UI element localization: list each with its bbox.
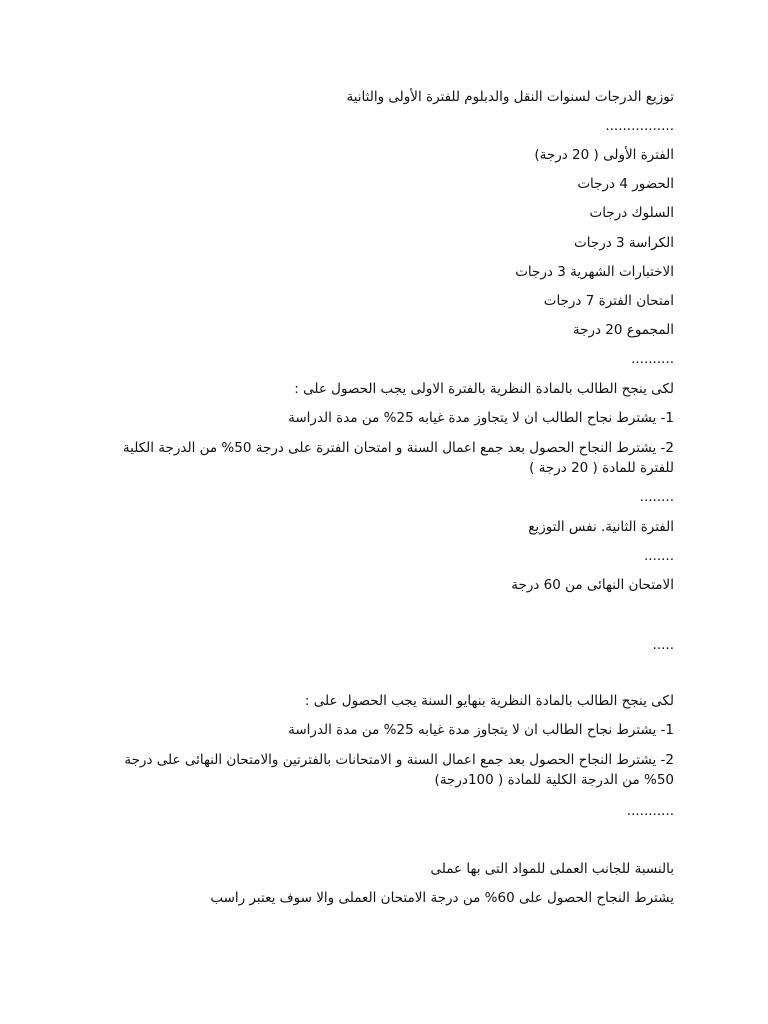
separator-dots: ........ [639,489,674,505]
practical-rule: يشترط النجاح الحصول على 60% من درجة الامتحان العملى والا سوف يعتبر راسب [210,890,674,906]
separator-dots: ........... [626,803,674,819]
final-exam-line: الامتحان النهائى من 60 درجة [511,577,674,593]
separator-dots: ................ [605,118,674,134]
document-title: توزيع الدرجات لسنوات النقل والدبلوم للفترة الأولى والثانية [346,89,674,105]
monthly-tests-line: الاختبارات الشهرية 3 درجات [515,264,674,280]
term1-heading: الفترة الأولى ( 20 درجة) [534,147,674,163]
notebook-line: الكراسة 3 درجات [574,235,674,251]
pass-term1-rule1: 1- يشترط نجاح الطالب ان لا يتجاوز مدة غيابه 25% من مدة الدراسة [288,410,674,426]
separator-dots: ..... [652,637,674,653]
attendance-line: الحضور 4 درجات [577,176,674,192]
term2-line: الفترة الثانية. نفس التوزيع [528,519,674,535]
pass-term1-rule2: 2- يشترط النجاح الحصول بعد جمع اعمال السنة و امتحان الفترة على درجة 50% من الدرجة الكلية للفترة للمادة ( 20 درجة ) [122,440,674,476]
separator-dots: ....... [643,548,674,564]
separator-dots: .......... [631,351,674,367]
pass-year-rule1: 1- يشترط نجاح الطالب ان لا يتجاوز مدة غيابه 25% من مدة الدراسة [288,722,674,738]
pass-term1-intro: لكى ينجح الطالب بالمادة النظرية بالفترة الاولى يجب الحصول على : [294,381,674,397]
pass-year-intro: لكى ينجح الطالب بالمادة النظرية بنهايو السنة يجب الحصول على : [304,693,674,709]
practical-heading: بالنسبة للجانب العملى للمواد التى بها عملى [430,861,674,877]
pass-year-rule2: 2- يشترط النجاح الحصول بعد جمع اعمال السنة و الامتحانات بالفترتين والامتحان النهائى على درجة 50% من الدرجة الكلية للمادة ( 100درجة) [124,752,674,788]
total-line: المجموع 20 درجة [572,322,674,338]
term-exam-line: امتحان الفترة 7 درجات [543,293,674,309]
behavior-line: السلوك درجات [589,205,674,221]
